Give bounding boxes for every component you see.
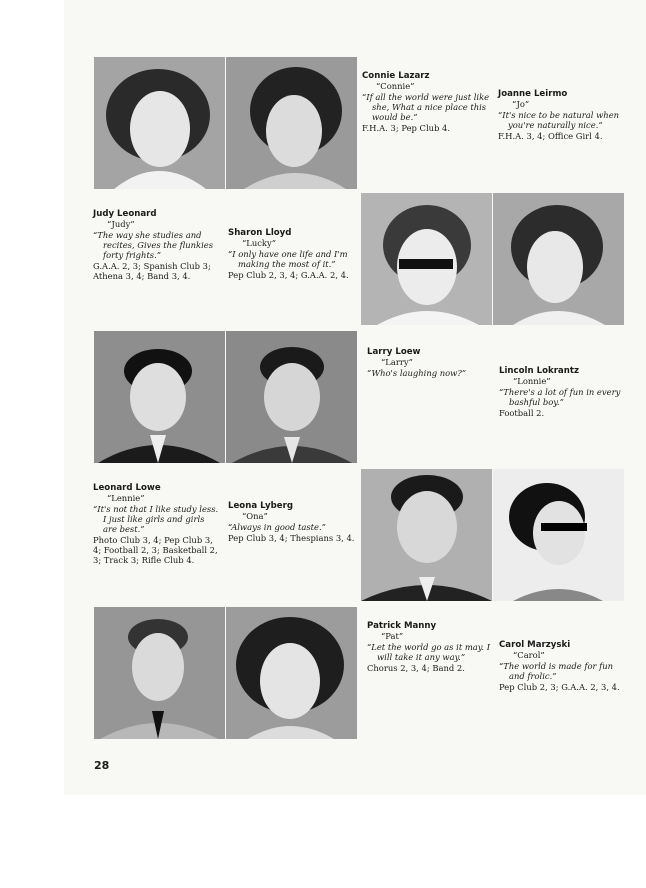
portrait-leonard-lowe xyxy=(361,469,492,601)
portrait-sharon-lloyd xyxy=(493,193,624,325)
student-nickname: “Pat” xyxy=(381,631,404,641)
student-name: Carol Marzyski xyxy=(499,640,571,650)
student-name: Connie Lazarz xyxy=(362,71,430,81)
student-nickname: “Jo” xyxy=(512,99,530,109)
student-nickname: “Lennie” xyxy=(107,493,145,503)
student-name: Patrick Manny xyxy=(367,621,437,631)
student-name: Leonard Lowe xyxy=(93,483,161,493)
student-activities: Pep Club 2, 3, 4; G.A.A. 2, 4. xyxy=(228,270,349,280)
student-activities: Pep Club 2, 3; G.A.A. 2, 3, 4. xyxy=(499,682,620,692)
student-activities: Photo Club 3, 4; Pep Club 3, 4; Football 2, 3; Basketball 2, 3; Track 3; Rifle Club 4. xyxy=(93,535,218,565)
portrait-carol-marzyski xyxy=(226,607,357,739)
portrait-leona-lyberg xyxy=(493,469,624,601)
student-activities: F.H.A. 3, 4; Office Girl 4. xyxy=(498,131,603,141)
bio-larry-loew xyxy=(367,347,492,379)
student-nickname: “Ona” xyxy=(242,511,268,521)
student-nickname: “Lucky” xyxy=(242,238,277,248)
portrait-patrick-manny xyxy=(94,607,225,739)
student-quote: “The way she studies and recites, Gives the flunkies forty frights.” xyxy=(93,230,214,260)
student-name: Lincoln Lokrantz xyxy=(499,366,579,376)
student-quote: “It's nice to be natural when you're naturally nice.” xyxy=(498,110,620,130)
student-activities: Chorus 2, 3, 4; Band 2. xyxy=(367,663,465,673)
bio-judy-leonard xyxy=(93,209,223,281)
bio-patrick-manny xyxy=(367,621,497,673)
student-nickname: “Lonnie” xyxy=(513,376,551,386)
bio-leona-lyberg xyxy=(228,501,358,543)
student-quote: “It's not that I like study less. I just like girls and girls are best.” xyxy=(93,504,219,534)
portrait-lincoln-lokrantz xyxy=(226,331,357,463)
portrait-joanne-leirmo xyxy=(226,57,357,189)
student-nickname: “Connie” xyxy=(376,81,415,91)
student-quote: “The world is made for fun and frolic.” xyxy=(499,661,614,681)
portrait-connie-lazarz xyxy=(94,57,225,189)
student-name: Joanne Leirmo xyxy=(498,89,568,99)
portrait-larry-loew xyxy=(94,331,225,463)
student-nickname: “Judy” xyxy=(107,219,135,229)
bio-carol-marzyski xyxy=(499,640,629,692)
student-quote: “I only have one life and I'm making the most of it.” xyxy=(228,249,348,269)
student-name: Sharon Lloyd xyxy=(228,228,292,238)
student-nickname: “Carol” xyxy=(513,650,545,660)
student-activities: Pep Club 3, 4; Thespians 3, 4. xyxy=(228,533,355,543)
student-name: Leona Lyberg xyxy=(228,501,293,511)
bio-connie-lazarz xyxy=(362,71,497,133)
bio-sharon-lloyd xyxy=(228,228,358,280)
page-number: 28 xyxy=(94,759,110,772)
bio-leonard-lowe xyxy=(93,483,221,565)
student-name: Larry Loew xyxy=(367,347,421,357)
student-quote: “Let the world go as it may. I will take it any way.” xyxy=(367,642,491,662)
student-nickname: “Larry” xyxy=(381,357,413,367)
student-quote: “If all the world were just like she, What a nice place this would be.” xyxy=(362,92,490,122)
student-activities: F.H.A. 3; Pep Club 4. xyxy=(362,123,451,133)
portrait-judy-leonard xyxy=(361,193,492,325)
student-activities: G.A.A. 2, 3; Spanish Club 3; Athena 3, 4; Band 3, 4. xyxy=(93,261,211,281)
student-quote: “Who's laughing now?” xyxy=(367,368,467,378)
student-name: Judy Leonard xyxy=(93,209,157,219)
bio-lincoln-lokrantz xyxy=(499,366,629,418)
bio-joanne-leirmo xyxy=(498,89,628,141)
student-activities: Football 2. xyxy=(499,408,545,418)
student-quote: “Always in good taste.” xyxy=(228,522,326,532)
student-quote: “There's a lot of fun in every bashful boy.” xyxy=(499,387,621,407)
